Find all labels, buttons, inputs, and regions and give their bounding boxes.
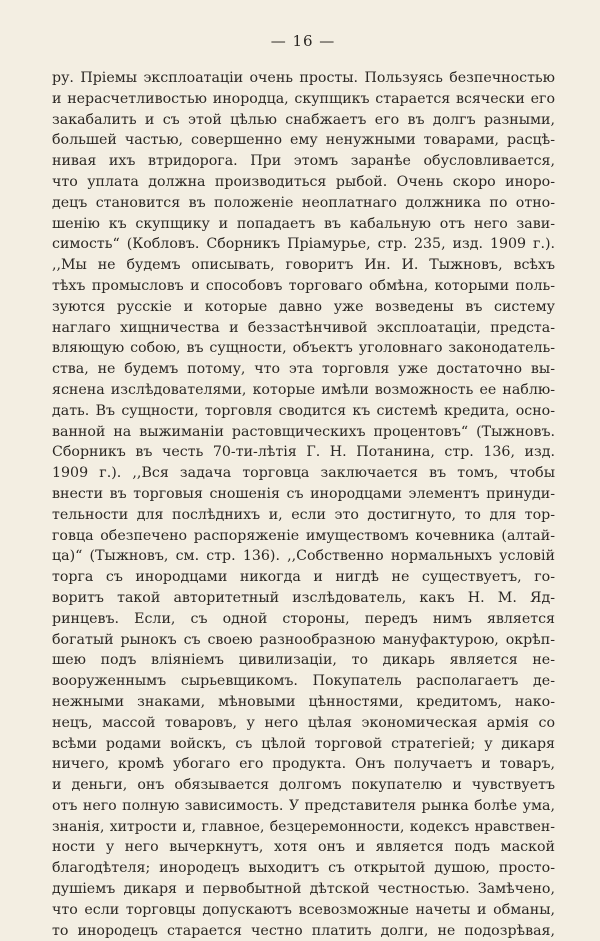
text-line: тельности для послѣднихъ и, если это достигнуто, то для тор- <box>52 506 555 523</box>
text-line: Сборникъ въ честь 70-ти-лѣтія Г. Н. Потанина, стр. 136, изд. <box>52 444 555 461</box>
text-line: и нерасчетливостью инородца, скупщикъ старается всячески его <box>52 90 555 107</box>
text-line: всѣми родами войскъ, съ цѣлой торговой стратегіей; у дикаря <box>52 735 555 752</box>
text-line: душіемъ дикаря и первобытной дѣтской честностью. Замѣчено, <box>52 881 555 898</box>
text-line: симость“ (Кобловъ. Сборникъ Пріамурье, стр. 235, изд. 1909 г.). <box>52 236 555 253</box>
body-text <box>52 68 555 941</box>
text-line: наглаго хищничества и беззастѣнчивой эксплоатаціи, предста- <box>52 319 555 336</box>
text-line: шею подъ вліяніемъ цивилизаціи, то дикарь является не- <box>52 652 555 669</box>
text-line: благодѣтеля; инородецъ выходитъ съ открытой душою, просто- <box>52 860 555 877</box>
text-line: закабалить и съ этой цѣлью снабжаетъ его въ долгъ разными, <box>52 111 555 128</box>
text-line: нецъ, массой товаровъ, у него цѣлая экономическая армія со <box>52 714 555 731</box>
text-line: ,,Мы не будемъ описывать, говоритъ Ин. И. Тыжновъ, всѣхъ <box>52 257 555 274</box>
text-line: отъ него полную зависимость. У представителя рынка болѣе ума, <box>52 797 555 814</box>
text-line: большей частью, совершенно ему ненужными товарами, расцѣ- <box>52 132 555 149</box>
text-line: нежными знаками, мѣновыми цѣнностями, кредитомъ, нако- <box>52 693 555 710</box>
page-number: — 16 — <box>270 32 336 50</box>
text-line: ности у него вычеркнутъ, хотя онъ и является подъ маской <box>52 839 555 856</box>
text-line: шенію къ скупщику и попадаетъ въ кабальную отъ него зави- <box>52 215 555 232</box>
text-line: что если торговцы допускаютъ всевозможные начеты и обманы, <box>52 901 555 918</box>
text-line: говца обезпечено распоряженіе имуществомъ кочевника (алтай- <box>52 527 555 544</box>
text-line: ства, не будемъ потому, что эта торговля уже достаточно вы- <box>52 361 555 378</box>
text-line: децъ становится въ положеніе неоплатнаго должника по отно- <box>52 194 555 211</box>
text-line: 1909 г.). ,,Вся задача торговца заключается въ томъ, чтобы <box>52 465 555 482</box>
text-line: зуются русскіе и которые давно уже возведены въ систему <box>52 298 555 315</box>
text-line: яснена изслѣдователями, которые имѣли возможность ее наблю- <box>52 381 555 398</box>
text-line: воритъ такой авторитетный изслѣдователь, какъ Н. М. Яд- <box>52 589 555 606</box>
text-line: торга съ инородцами никогда и нигдѣ не существуетъ, го- <box>52 569 555 586</box>
text-line: внести въ торговыя сношенія съ инородцами элементъ принуди- <box>52 485 555 502</box>
text-line: богатый рынокъ съ своею разнообразною мануфактурою, окрѣп- <box>52 631 555 648</box>
text-line: тѣхъ промысловъ и способовъ торговаго обмѣна, которыми поль- <box>52 277 555 294</box>
text-line: что уплата должна производиться рыбой. Очень скоро иноро- <box>52 173 555 190</box>
text-line: то инородецъ старается честно платить долги, не подозрѣвая, <box>52 922 555 939</box>
text-line: знанія, хитрости и, главное, безцеремонности, кодексъ нравствен- <box>52 818 555 835</box>
text-line: ца)“ (Тыжновъ, см. стр. 136). ,,Собственно нормальныхъ условій <box>52 548 555 565</box>
text-line: ванной на выжиманіи растовщическихъ процентовъ“ (Тыжновъ. <box>52 423 555 440</box>
text-line: и деньги, онъ обязывается долгомъ покупателю и чувствуетъ <box>52 777 555 794</box>
text-line: дать. Въ сущности, торговля сводится къ системѣ кредита, осно- <box>52 402 555 419</box>
text-line: ринцевъ. Если, съ одной стороны, передъ нимъ является <box>52 610 555 627</box>
text-line: нивая ихъ втридорога. При этомъ заранѣе обусловливается, <box>52 153 555 170</box>
text-line: вляющую собою, въ сущности, объектъ уголовнаго законодатель- <box>52 340 555 357</box>
text-line: вооруженнымъ сырьевщикомъ. Покупатель располагаетъ де- <box>52 673 555 690</box>
text-line: ничего, кромѣ убогаго его продукта. Онъ получаетъ и товаръ, <box>52 756 555 773</box>
text-line: ру. Пріемы эксплоатаціи очень просты. Пользуясь безпечностью <box>52 70 555 86</box>
